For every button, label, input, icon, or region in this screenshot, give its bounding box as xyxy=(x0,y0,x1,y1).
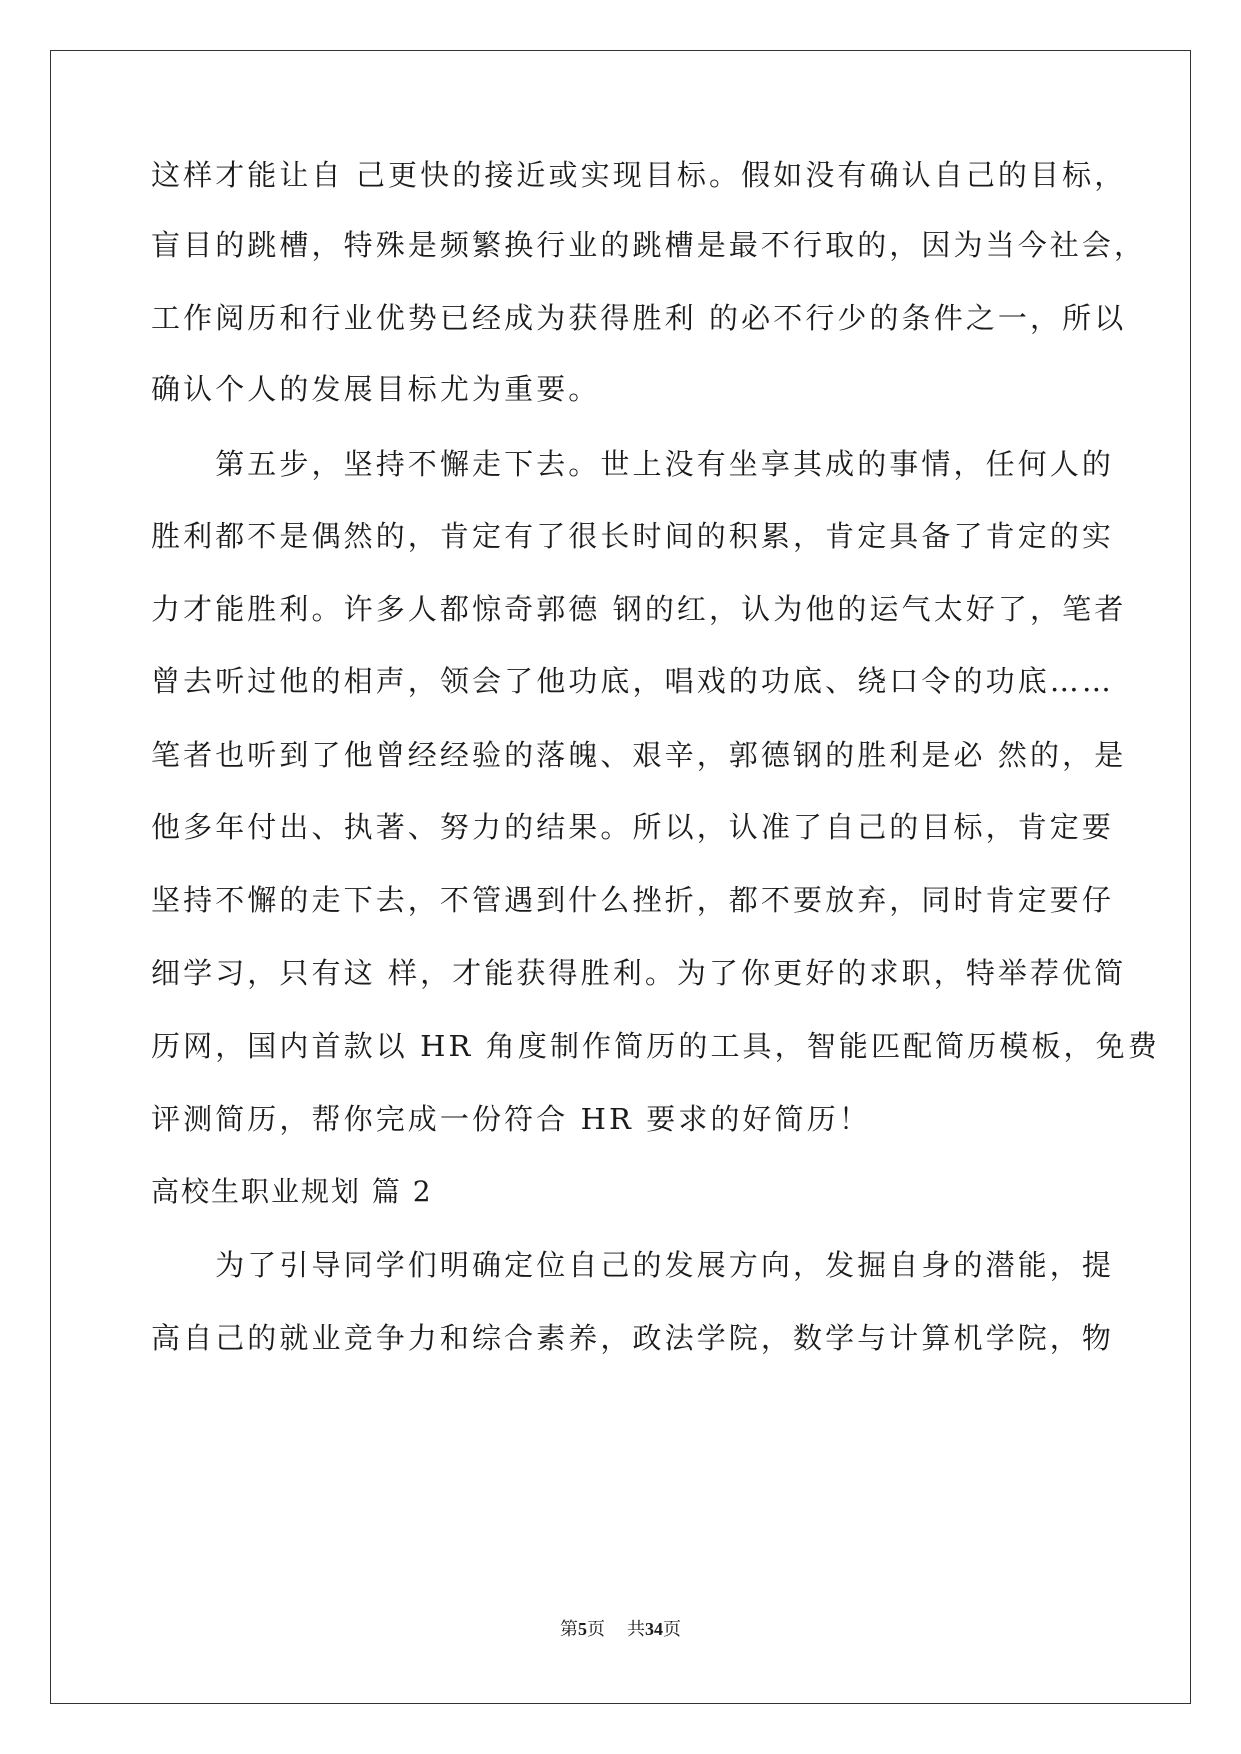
total-prefix: 共 xyxy=(627,1619,645,1640)
page-total: 34 xyxy=(645,1619,663,1639)
body-line-2: 盲目的跳槽，特殊是频繁换行业的跳槽是最不行取的，因为当今社会， xyxy=(151,228,1147,262)
body-line-16: 高自己的就业竞争力和综合素养，政法学院，数学与计算机学院，物 xyxy=(151,1321,1115,1355)
page-current: 5 xyxy=(578,1619,587,1639)
section-heading: 高校生职业规划 篇 2 xyxy=(151,1175,433,1208)
body-line-1: 这样才能让自 己更快的接近或实现目标。假如没有确认自己的目标， xyxy=(151,158,1127,192)
page-footer xyxy=(0,1617,1241,1642)
body-line-6: 胜利都不是偶然的，肯定有了很长时间的积累，肯定具备了肯定的实 xyxy=(151,519,1115,553)
body-line-11: 坚持不懈的走下去，不管遇到什么挫折，都不要放弃，同时肯定要仔 xyxy=(151,883,1115,917)
body-line-9: 笔者也听到了他曾经经验的落魄、艰辛，郭德钢的胜利是必 然的，是 xyxy=(151,738,1127,772)
total-unit: 页 xyxy=(663,1619,681,1640)
body-line-4: 确认个人的发展目标尤为重要。 xyxy=(151,372,601,406)
body-line-10: 他多年付出、执著、努力的结果。所以，认准了自己的目标，肯定要 xyxy=(151,810,1115,844)
body-line-3: 工作阅历和行业优势已经成为获得胜利 的必不行少的条件之一，所以 xyxy=(151,301,1127,335)
body-line-7: 力才能胜利。许多人都惊奇郭德 钢的红，认为他的运气太好了，笔者 xyxy=(151,592,1127,626)
body-line-8: 曾去听过他的相声，领会了他功底，唱戏的功底、绕口令的功底…… xyxy=(151,664,1115,698)
page-prefix: 第 xyxy=(560,1619,578,1640)
body-line-15: 为了引导同学们明确定位自己的发展方向，发掘自身的潜能，提 xyxy=(151,1248,1115,1282)
body-line-12: 细学习，只有这 样，才能获得胜利。为了你更好的求职，特举荐优简 xyxy=(151,956,1127,990)
page-unit: 页 xyxy=(587,1619,605,1640)
body-line-13: 历网，国内首款以 HR 角度制作简历的工具，智能匹配简历模板，免费 xyxy=(151,1029,1160,1063)
body-line-5: 第五步，坚持不懈走下去。世上没有坐享其成的事情，任何人的 xyxy=(151,447,1115,481)
body-line-14: 评测简历，帮你完成一份符合 HR 要求的好简历！ xyxy=(151,1102,871,1136)
